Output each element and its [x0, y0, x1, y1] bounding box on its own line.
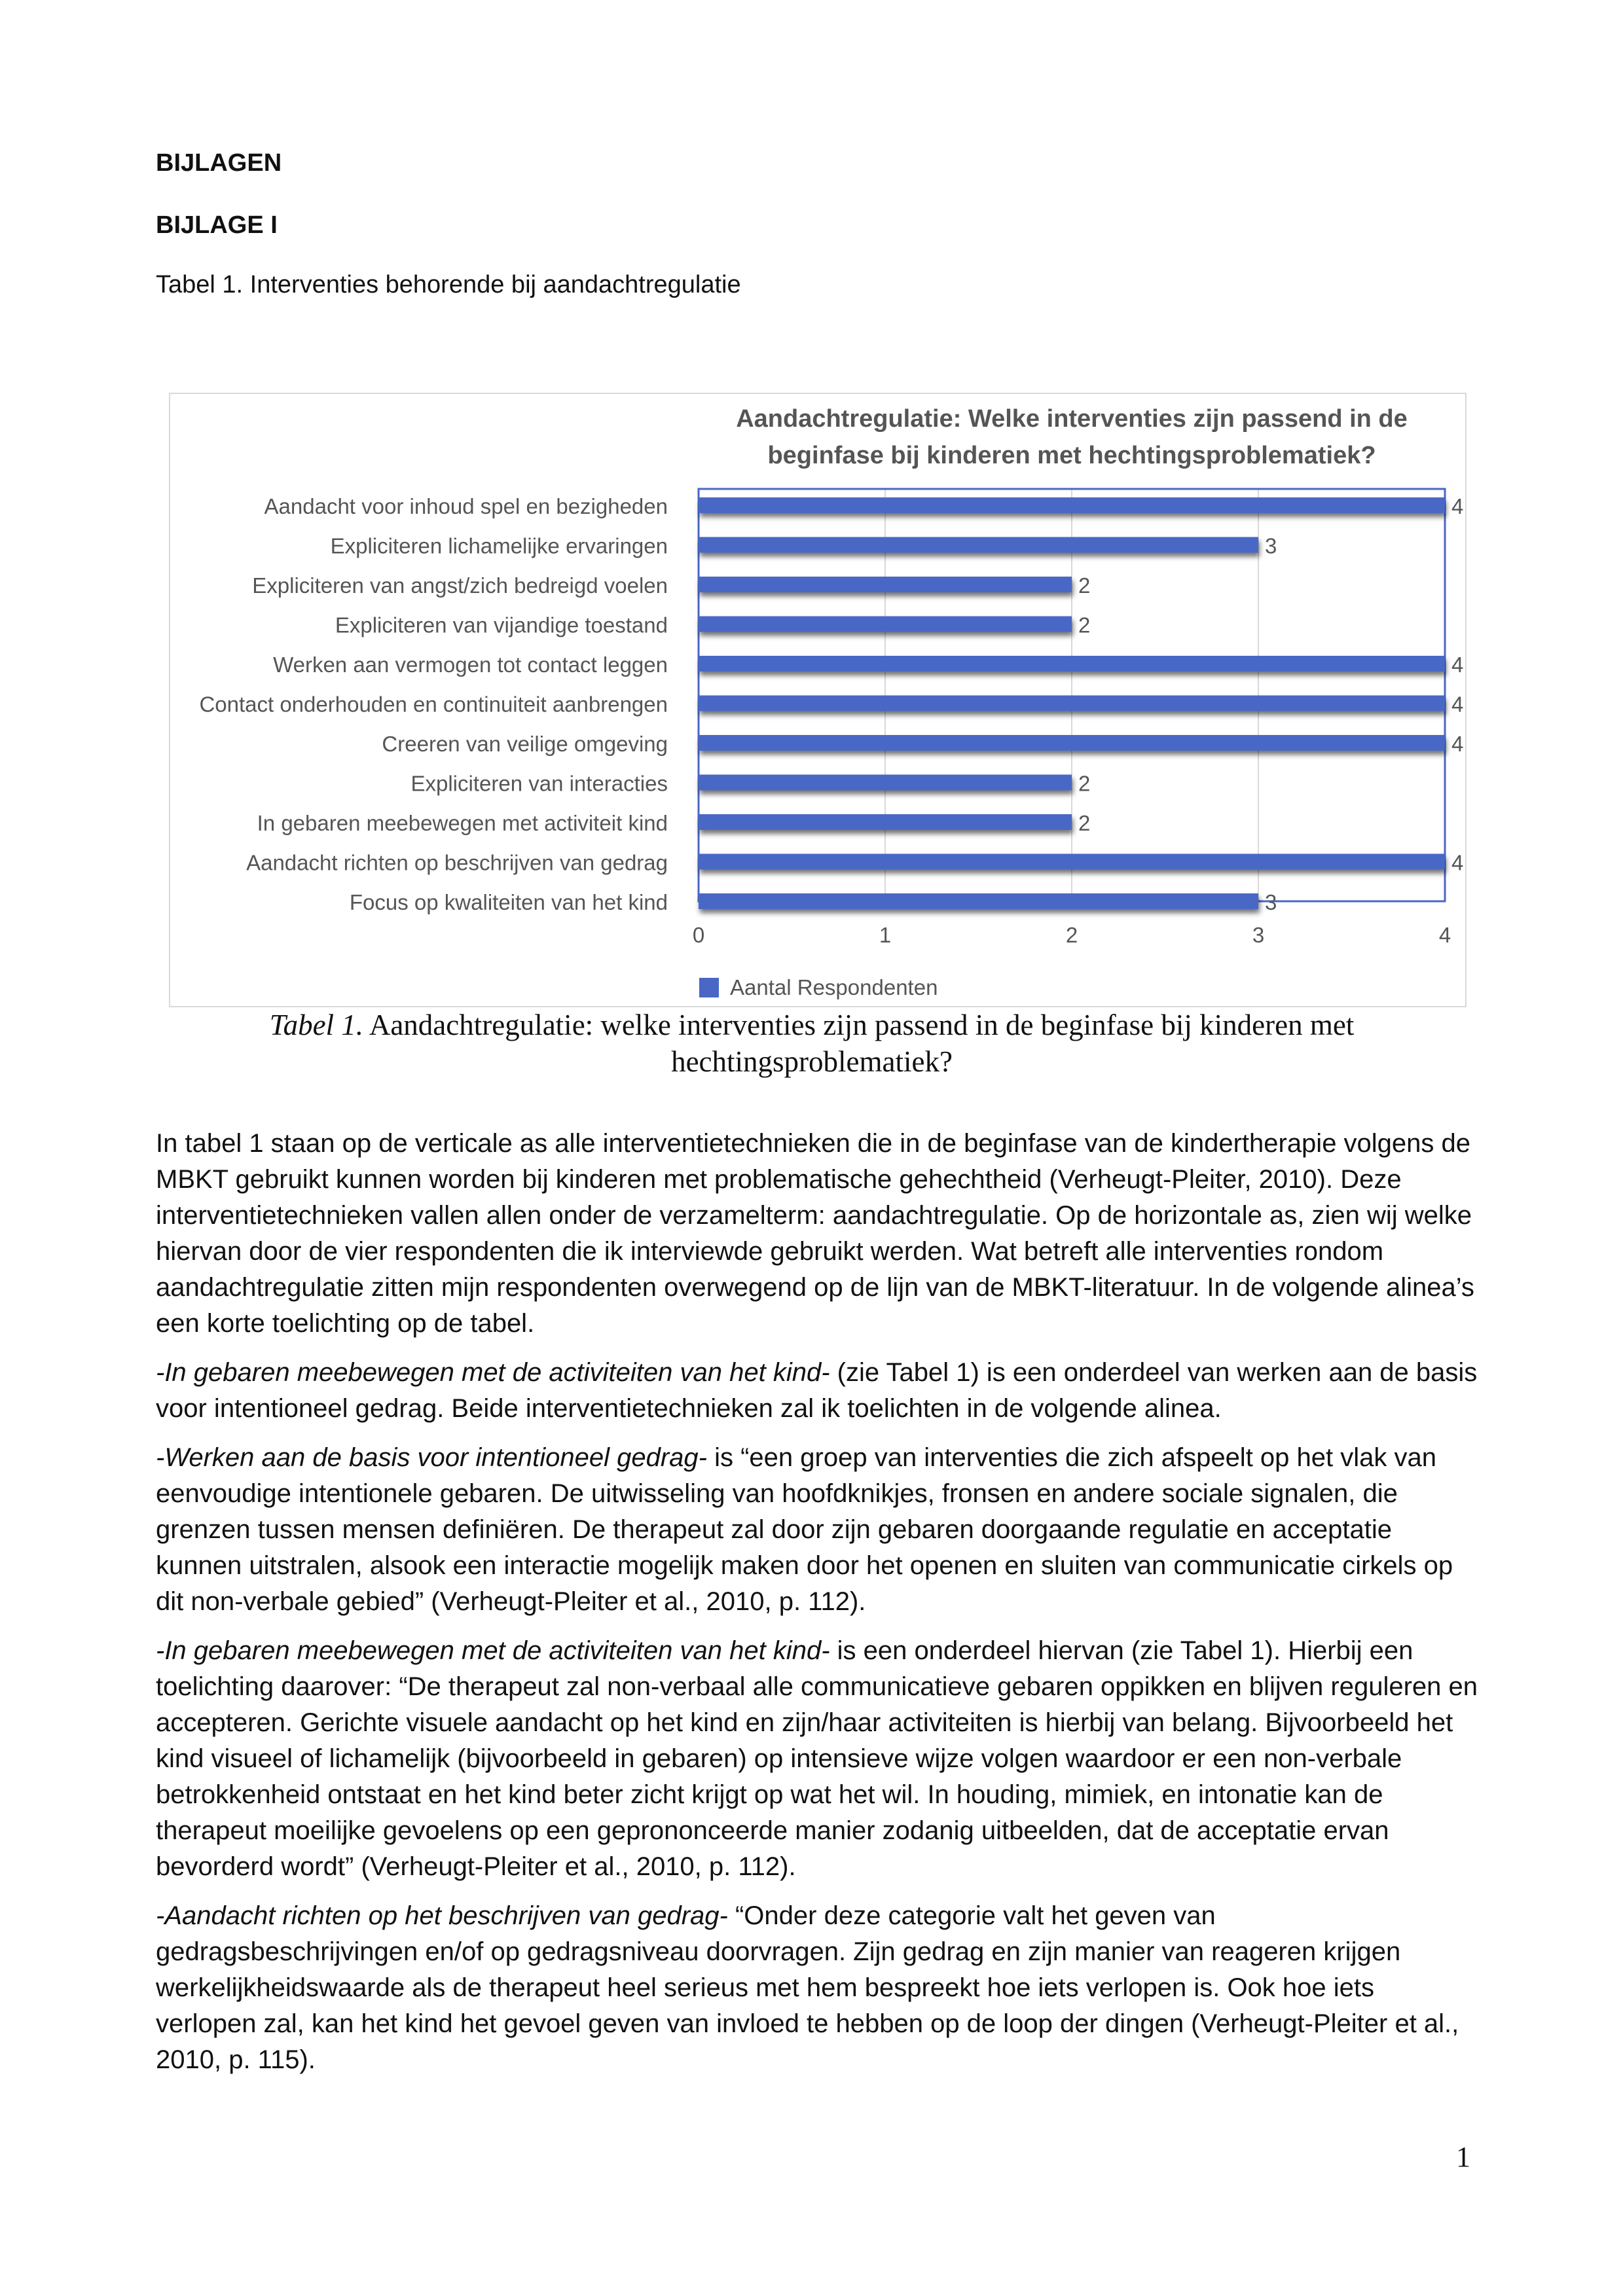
- category-label: In gebaren meebewegen met activiteit kind: [257, 811, 668, 835]
- bar: [699, 537, 1258, 553]
- caption-label: Tabel 1.: [269, 1009, 364, 1041]
- caption-line1: Aandachtregulatie: welke interventies zijn passend in de beginfase bij kinderen met: [363, 1009, 1355, 1041]
- category-labels: [199, 494, 668, 914]
- category-label: Expliciteren van angst/zich bedreigd voelen: [252, 573, 668, 598]
- value-label: 2: [1078, 613, 1091, 637]
- paragraph-2-lead: -In gebaren meebewegen met de activiteiten van het kind-: [156, 1358, 830, 1387]
- category-label: Focus op kwaliteiten van het kind: [349, 890, 668, 914]
- category-label: Expliciteren van interacties: [410, 771, 668, 796]
- bar: [699, 854, 1445, 870]
- bar: [699, 577, 1072, 592]
- chart-frame: [169, 393, 1467, 1007]
- bar: [699, 893, 1258, 909]
- legend-label: Aantal Respondenten: [730, 975, 938, 999]
- bar: [699, 814, 1072, 830]
- value-label: 2: [1078, 811, 1091, 835]
- category-label: Aandacht voor inhoud spel en bezigheden: [264, 494, 668, 518]
- paragraph-2: [156, 1355, 1478, 1427]
- value-label: 2: [1078, 573, 1091, 598]
- value-label: 4: [1451, 494, 1464, 518]
- x-tick-labels: [693, 923, 1451, 947]
- value-label: 4: [1451, 732, 1464, 756]
- bijlage-i-heading: BIJLAGE I: [156, 211, 278, 239]
- legend-swatch: [699, 978, 719, 997]
- category-label: Creeren van veilige omgeving: [382, 732, 668, 756]
- bar-chart: [170, 394, 1465, 1006]
- paragraph-5-lead: -Aandacht richten op het beschrijven van gedrag-: [156, 1901, 728, 1930]
- bar: [699, 497, 1445, 513]
- bijlagen-heading: BIJLAGEN: [156, 149, 282, 177]
- x-tick-label: 1: [879, 923, 892, 947]
- bar: [699, 775, 1072, 791]
- category-label: Expliciteren lichamelijke ervaringen: [330, 533, 668, 558]
- paragraph-4-rest: is een onderdeel hiervan (zie Tabel 1). Hierbij een toelichting daarover: “De therapeut zal non-verbaal alle communicatieve gebaren oppikken en blijven reguleren en accepteren. Gerichte visuele aandacht op het kind en zijn/haar activiteiten is hierbij van belang. Bijvoorbeeld het kind visueel of lichamelijk (bijvoorbeeld in gebaren) op intensieve wijze volgen waardoor er een non-verbale betrokkenheid ontstaat en het kind beter zicht krijgt op wat het wil. In houding, mimiek, en intonatie kan de therapeut moeilijke gevoelens op een geprononceerde manier zodanig uitbeelden, dat de acceptatie ervan bevorderd wordt” (Verheugt-Pleiter et al., 2010, p. 112).: [156, 1636, 1478, 1881]
- chart-title-line: beginfase bij kinderen met hechtingsproblematiek?: [767, 442, 1376, 469]
- paragraph-5: [156, 1898, 1478, 2078]
- x-tick-label: 3: [1252, 923, 1265, 947]
- x-tick-label: 2: [1065, 923, 1078, 947]
- paragraph-3-lead: -Werken aan de basis voor intentioneel gedrag-: [156, 1443, 707, 1472]
- chart-title-group: [736, 405, 1408, 469]
- x-tick-label: 0: [692, 923, 705, 947]
- paragraph-2-rest: (zie Tabel 1) is een onderdeel van werken aan de basis voor intentioneel gedrag. Beide interventietechnieken zal ik toelichten in de volgende alinea.: [156, 1358, 1478, 1423]
- caption-line2: hechtingsproblematiek?: [671, 1045, 953, 1078]
- category-label: Werken aan vermogen tot contact leggen: [273, 653, 668, 677]
- value-label: 4: [1451, 653, 1464, 677]
- chart-title-line: Aandachtregulatie: Welke interventies zijn passend in de: [736, 405, 1408, 433]
- value-label: 2: [1078, 771, 1091, 796]
- value-label: 4: [1451, 850, 1464, 875]
- bar: [699, 735, 1445, 751]
- chart-legend: [699, 975, 938, 999]
- bar: [699, 696, 1445, 711]
- figure-caption: [157, 1007, 1467, 1080]
- bar: [699, 656, 1445, 672]
- paragraph-4: [156, 1633, 1478, 1885]
- category-label: Aandacht richten op beschrijven van gedrag: [246, 850, 668, 875]
- value-label: 3: [1265, 890, 1277, 914]
- value-label: 3: [1265, 533, 1277, 558]
- table-title: Tabel 1. Interventies behorende bij aandachtregulatie: [156, 271, 741, 298]
- category-label: Contact onderhouden en continuiteit aanbrengen: [199, 692, 668, 717]
- page-number: 1: [1456, 2141, 1470, 2173]
- x-tick-label: 4: [1438, 923, 1451, 947]
- body-text: [156, 1126, 1478, 2091]
- value-label: 4: [1451, 692, 1464, 717]
- paragraph-4-lead: -In gebaren meebewegen met de activiteiten van het kind-: [156, 1636, 830, 1665]
- paragraph-1: In tabel 1 staan op de verticale as alle interventietechnieken die in de beginfase van de kindertherapie volgens de MBKT gebruikt kunnen worden bij kinderen met problematische gehechtheid (Verheugt-Pleiter, 2010). Deze interventietechnieken vallen allen onder de verzamelterm: aandachtregulatie. Op de horizontale as, zien wij welke hiervan door de vier respondenten die ik interviewde gebruikt werden. Wat betreft alle interventies rondom aandachtregulatie zitten mijn respondenten overwegend op de lijn van de MBKT-literatuur. In de volgende alinea’s een korte toelichting op de tabel.: [156, 1129, 1474, 1338]
- paragraph-5-rest: “Onder deze categorie valt het geven van gedragsbeschrijvingen en/of op gedragsniveau doorvragen. Zijn gedrag en zijn manier van reageren krijgen werkelijkheidswaarde als de therapeut heel serieus met hem bespreekt hoe iets verlopen is. Ook hoe iets verlopen zal, kan het kind het gevoel geven van invloed te hebben op de loop der dingen (Verheugt-Pleiter et al., 2010, p. 115).: [156, 1901, 1459, 2074]
- bar: [699, 617, 1072, 632]
- category-label: Expliciteren van vijandige toestand: [335, 613, 668, 637]
- paragraph-3-rest: is “een groep van interventies die zich afspeelt op het vlak van eenvoudige intentionele gebaren. De uitwisseling van hoofdknikjes, fronsen en andere sociale signalen, die grenzen tussen mensen definiëren. De therapeut zal door zijn gebaren doorgaande regulatie en acceptatie kunnen uitstralen, alsook een interactie mogelijk maken door het openen en sluiten van communicatie cirkels op dit non-verbale gebied” (Verheugt-Pleiter et al., 2010, p. 112).: [156, 1443, 1453, 1616]
- paragraph-3: [156, 1440, 1478, 1620]
